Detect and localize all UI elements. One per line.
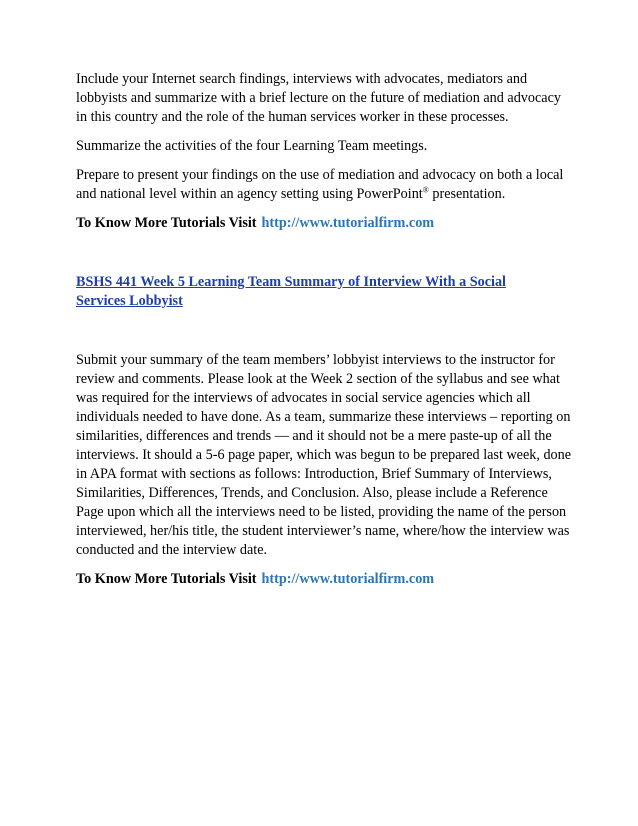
paragraph-presentation [76,166,572,204]
tutorial-link-1[interactable]: http://www.tutorialfirm.com [261,215,435,231]
cta-line-1 [76,214,572,233]
paragraph-team-meetings: Summarize the activities of the four Learning Team meetings. [76,138,428,154]
cta-label-1: To Know More Tutorials Visit [76,215,257,231]
cta-label-2: To Know More Tutorials Visit [76,571,257,587]
registered-mark: ® [422,185,429,195]
paragraph-presentation-end: presentation. [428,186,506,202]
paragraph-lobbyist-summary: Submit your summary of the team members’ lobbyist interviews to the instructor for review and comments. Please look at the Week 2 section of the syllabus and see what was required for the interviews of advocates in social service agencies which all individuals needed to have done. As a team, summarize these interviews – reporting on similarities, differences and trends — and it should not be a mere paste-up of all the interviews. It should a 5-6 page paper, which was begun to be prepared last week, done in APA format with sections as follows: Introduction, Brief Summary of Interviews, Similarities, Differences, Trends, and Conclusion. Also, please include a Reference Page upon which all the interviews need to be listed, providing the name of the person interviewed, her/his title, the student interviewer’s name, where/how the interview was conducted and the interview date. [76,352,572,558]
paragraph-search-findings: Include your Internet search findings, interviews with advocates, mediators and lobbyists and summarize with a brief lecture on the future of mediation and advocacy in this country and the role of the human services worker in these processes. [76,71,561,125]
tutorial-link-2[interactable]: http://www.tutorialfirm.com [261,571,435,587]
paragraph-presentation-text: Prepare to present your findings on the use of mediation and advocacy on both a local and national level within an agency setting using PowerPoint [76,167,564,202]
document-page [76,70,572,589]
section-heading-link[interactable]: BSHS 441 Week 5 Learning Team Summary of Interview With a Social Services Lobbyist [76,274,506,309]
cta-line-2 [76,570,572,589]
